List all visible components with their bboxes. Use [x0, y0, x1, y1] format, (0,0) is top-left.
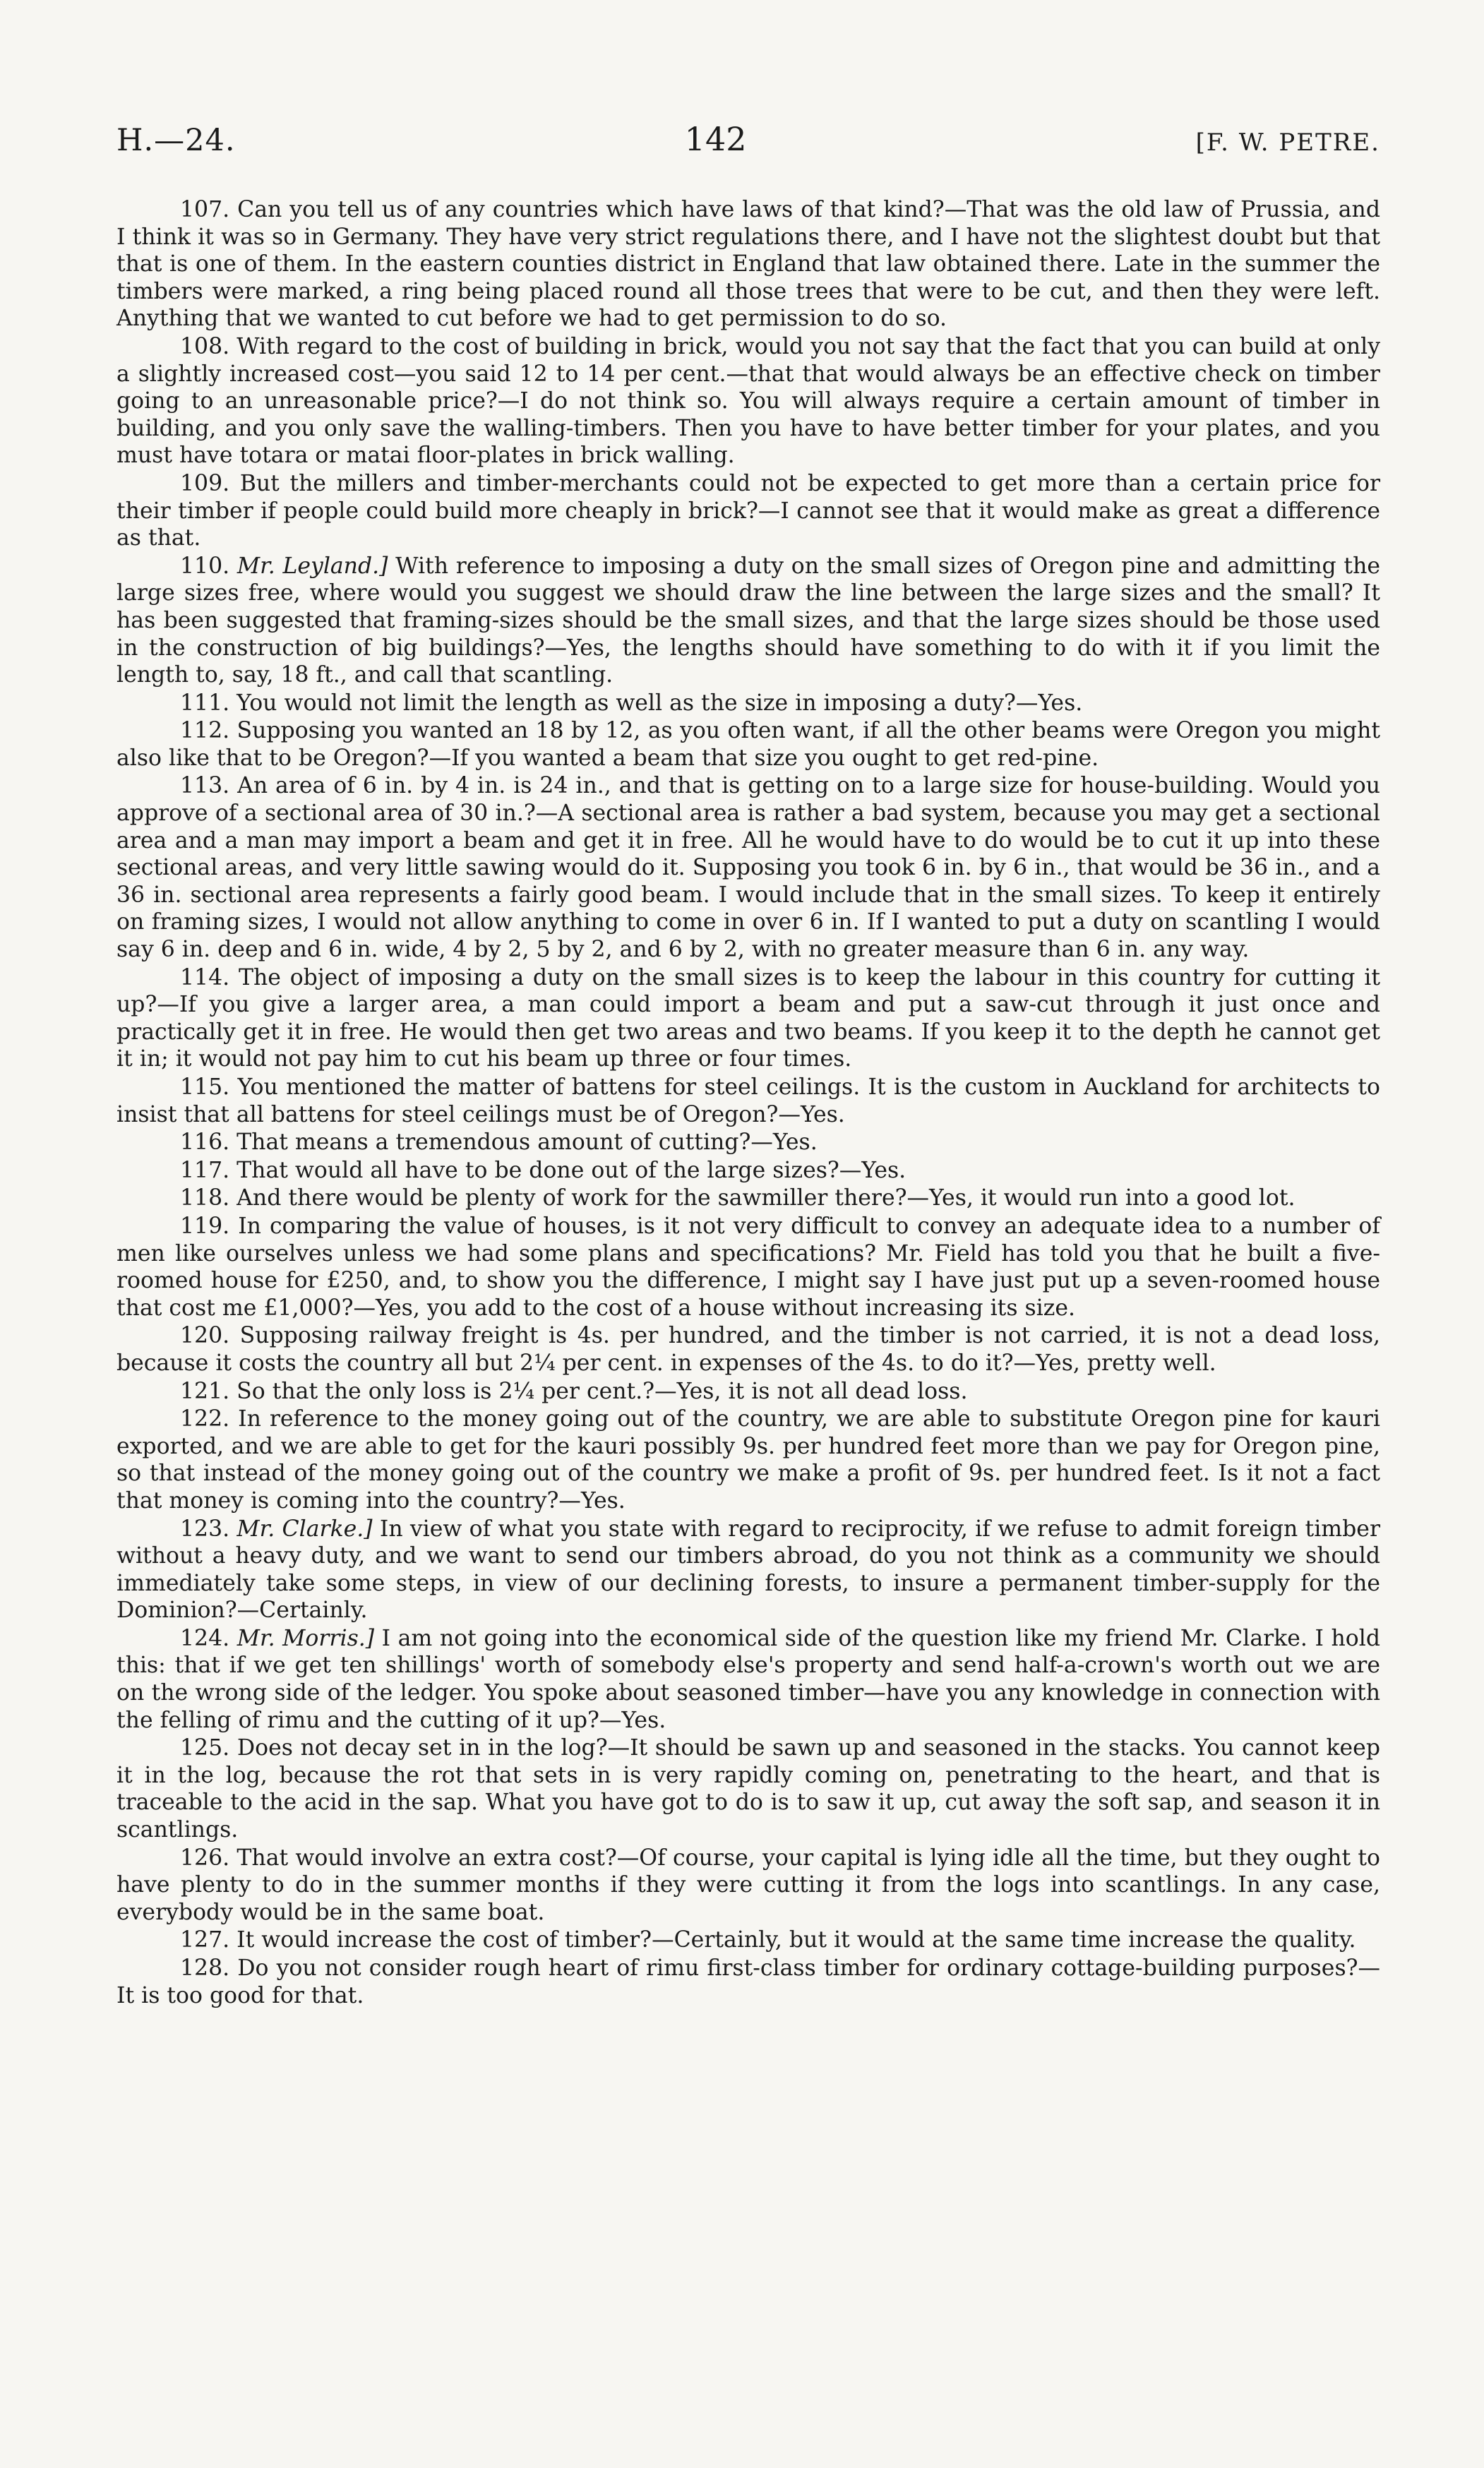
question-text: With reference to imposing a duty on the small sizes of Oregon pine and admitting the large sizes free, where would you suggest we should draw the line between the large sizes and the small? It has been suggested that framing-sizes should be the small sizes, and that the large sizes should be those used in the construction of big buildings?—Yes, the lengths should have something to do with it if you limit the length to, say, 18 ft., and call that scantling. [116, 553, 1381, 688]
question-117 [116, 1157, 1380, 1185]
question-number: 124. [180, 1625, 230, 1651]
question-120 [116, 1322, 1380, 1377]
question-number: 116. [180, 1130, 230, 1156]
question-111 [116, 690, 1380, 717]
question-113 [116, 772, 1380, 963]
question-text: In reference to the money going out of the country, we are able to substitute Oregon pine for kauri exported, and we are able to get for the kauri possibly 9s. per hundred feet more than we pay for Oregon pine, so that instead of the money going out of the country we make a profit of 9s. per hundred feet. Is it not a fact that money is coming into the country?—Yes. [116, 1406, 1380, 1514]
question-text: Supposing railway freight is 4s. per hundred, and the timber is not carried, it is not a dead loss, because it costs the country all but 2¼ per cent. in expenses of the 4s. to do it?—Yes, pretty well. [116, 1323, 1380, 1376]
question-text: You would not limit the length as well as the size in imposing a duty?—Yes. [237, 690, 1083, 716]
question-122 [116, 1406, 1380, 1514]
speaker-name: Mr. Leyland.] [237, 553, 388, 579]
question-number: 114. [180, 964, 230, 990]
question-number: 120. [180, 1323, 230, 1349]
question-108 [116, 333, 1380, 469]
question-118 [116, 1185, 1380, 1212]
question-number: 127. [180, 1927, 230, 1953]
page-number: 142 [684, 120, 747, 158]
question-number: 112. [180, 718, 230, 744]
question-text: Do you not consider rough heart of rimu first-class timber for ordinary cottage-building purposes?—It is too good for that. [116, 1955, 1381, 2008]
question-text: That means a tremendous amount of cutting?—Yes. [237, 1130, 818, 1156]
question-number: 121. [180, 1378, 230, 1404]
question-text: An area of 6 in. by 4 in. is 24 in., and that is getting on to a large size for house-building. Would you approve of a sectional area of 30 in.?—A sectional area is rather a bad system, because you may get a sectional area and a man may import a beam and get it in free. All he would have to do would be to cut it up into these sectional areas, and very little sawing would do it. Supposing you took 6 in. by 6 in., that would be 36 in., and a 36 in. sectional area represents a fairly good beam. I would include that in the small sizes. To keep it entirely on framing sizes, I would not allow anything to come in over 6 in. If I wanted to put a duty on scantling I would say 6 in. deep and 6 in. wide, 4 by 2, 5 by 2, and 6 by 2, with no greater measure than 6 in. any way. [116, 773, 1381, 963]
question-115 [116, 1074, 1380, 1128]
question-text: But the millers and timber-merchants could not be expected to get more than a certain price for their timber if people could build more cheaply in brick?—I cannot see that it would make as great a difference as that. [116, 470, 1381, 551]
speaker-name: Mr. Morris.] [237, 1625, 375, 1651]
question-text: And there would be plenty of work for the sawmiller there?—Yes, it would run into a good lot. [237, 1185, 1295, 1211]
question-number: 109. [180, 470, 230, 496]
question-126 [116, 1845, 1380, 1927]
question-107 [116, 196, 1380, 333]
question-127 [116, 1927, 1380, 1954]
question-text: The object of imposing a duty on the small sizes is to keep the labour in this country for cutting it up?—If you give a larger area, a man could import a beam and put a saw-cut through it just once and practically get it in free. He would then get two areas and two beams. If you keep it to the depth he cannot get it in; it would not pay him to cut his beam up three or four times. [116, 964, 1381, 1072]
question-number: 119. [180, 1213, 230, 1239]
page-header [116, 120, 1380, 184]
question-123 [116, 1516, 1380, 1624]
question-number: 122. [180, 1406, 230, 1432]
question-114 [116, 964, 1380, 1073]
page-body [116, 196, 1380, 2009]
question-text: Can you tell us of any countries which have laws of that kind?—That was the old law of Prussia, and I think it was so in Germany. They have very strict regulations there, and I have not the slightest doubt but that that is one of them. In the eastern counties district in England that law obtained there. Late in the summer the timbers were marked, a ring being placed round all those trees that were to be cut, and then they were left. Anything that we wanted to cut before we had to get permission to do so. [116, 197, 1380, 332]
question-text: That would involve an extra cost?—Of course, your capital is lying idle all the time, but they ought to have plenty to do in the summer months if they were cutting it from the logs into scantlings. In any case, everybody would be in the same boat. [116, 1845, 1380, 1925]
question-number: 125. [180, 1735, 230, 1761]
question-number: 117. [180, 1157, 230, 1183]
question-number: 128. [180, 1955, 230, 1981]
witness-name: [F. W. PETRE. [1195, 128, 1380, 157]
question-text: In view of what you state with regard to reciprocity, if we refuse to admit foreign timber without a heavy duty, and we want to send our timbers abroad, do you not think as a community we should immediately take some steps, in view of our declining forests, to insure a permanent timber-supply for the Dominion?—Certainly. [116, 1516, 1381, 1624]
document-page [116, 120, 1380, 2010]
question-text: With regard to the cost of building in brick, would you not say that the fact that you can build at only a slightly increased cost—you said 12 to 14 per cent.—that that would always be an effective check on timber going to an unreasonable price?—I do not think so. You will always require a certain amount of timber in building, and you only save the walling-timbers. Then you have to have better timber for your plates, and you must have totara or matai floor-plates in brick walling. [116, 333, 1380, 469]
question-text: In comparing the value of houses, is it not very difficult to convey an adequate idea to a number of men like ourselves unless we had some plans and specifications? Mr. Field has told you that he built a five-roomed house for £250, and, to show you the difference, I might say I have just put up a seven-roomed house that cost me £1,000?—Yes, you add to the cost of a house without increasing its size. [116, 1213, 1380, 1321]
question-number: 123. [180, 1516, 230, 1542]
question-number: 110. [180, 553, 230, 579]
question-text: Supposing you wanted an 18 by 12, as you often want, if all the other beams were Oregon you might also like that to be Oregon?—If you wanted a beam that size you ought to get red-pine. [116, 718, 1381, 771]
question-121 [116, 1378, 1380, 1406]
question-text: I am not going into the economical side of the question like my friend Mr. Clarke. I hold this: that if we get ten shillings' worth of somebody else's property and send half-a-crown's worth out we are on the wrong side of the ledger. You spoke about seasoned timber—have you any knowledge in connection with the felling of rimu and the cutting of it up?—Yes. [116, 1625, 1380, 1733]
question-112 [116, 717, 1380, 772]
question-125 [116, 1735, 1380, 1843]
question-128 [116, 1955, 1380, 2009]
question-110 [116, 553, 1380, 689]
question-number: 113. [180, 773, 230, 799]
question-number: 111. [180, 690, 230, 716]
document-reference: H.—24. [116, 123, 236, 158]
question-116 [116, 1129, 1380, 1156]
question-124 [116, 1625, 1380, 1734]
speaker-name: Mr. Clarke.] [237, 1516, 373, 1542]
question-text: So that the only loss is 2¼ per cent.?—Yes, it is not all dead loss. [237, 1378, 968, 1404]
question-119 [116, 1213, 1380, 1322]
question-number: 107. [180, 197, 230, 222]
question-text: That would all have to be done out of the large sizes?—Yes. [237, 1157, 906, 1183]
question-number: 126. [180, 1845, 230, 1871]
question-number: 118. [180, 1185, 230, 1211]
question-109 [116, 470, 1380, 552]
question-text: Does not decay set in in the log?—It should be sawn up and seasoned in the stacks. You cannot keep it in the log, because the rot that sets in is very rapidly coming on, penetrating to the heart, and that is traceable to the acid in the sap. What you have got to do is to saw it up, cut away the soft sap, and season it in scantlings. [116, 1735, 1380, 1843]
question-number: 108. [180, 333, 230, 359]
question-text: You mentioned the matter of battens for steel ceilings. It is the custom in Auckland for architects to insist that all battens for steel ceilings must be of Oregon?—Yes. [116, 1074, 1380, 1127]
question-number: 115. [180, 1074, 230, 1100]
question-text: It would increase the cost of timber?—Certainly, but it would at the same time increase the quality. [237, 1927, 1356, 1953]
